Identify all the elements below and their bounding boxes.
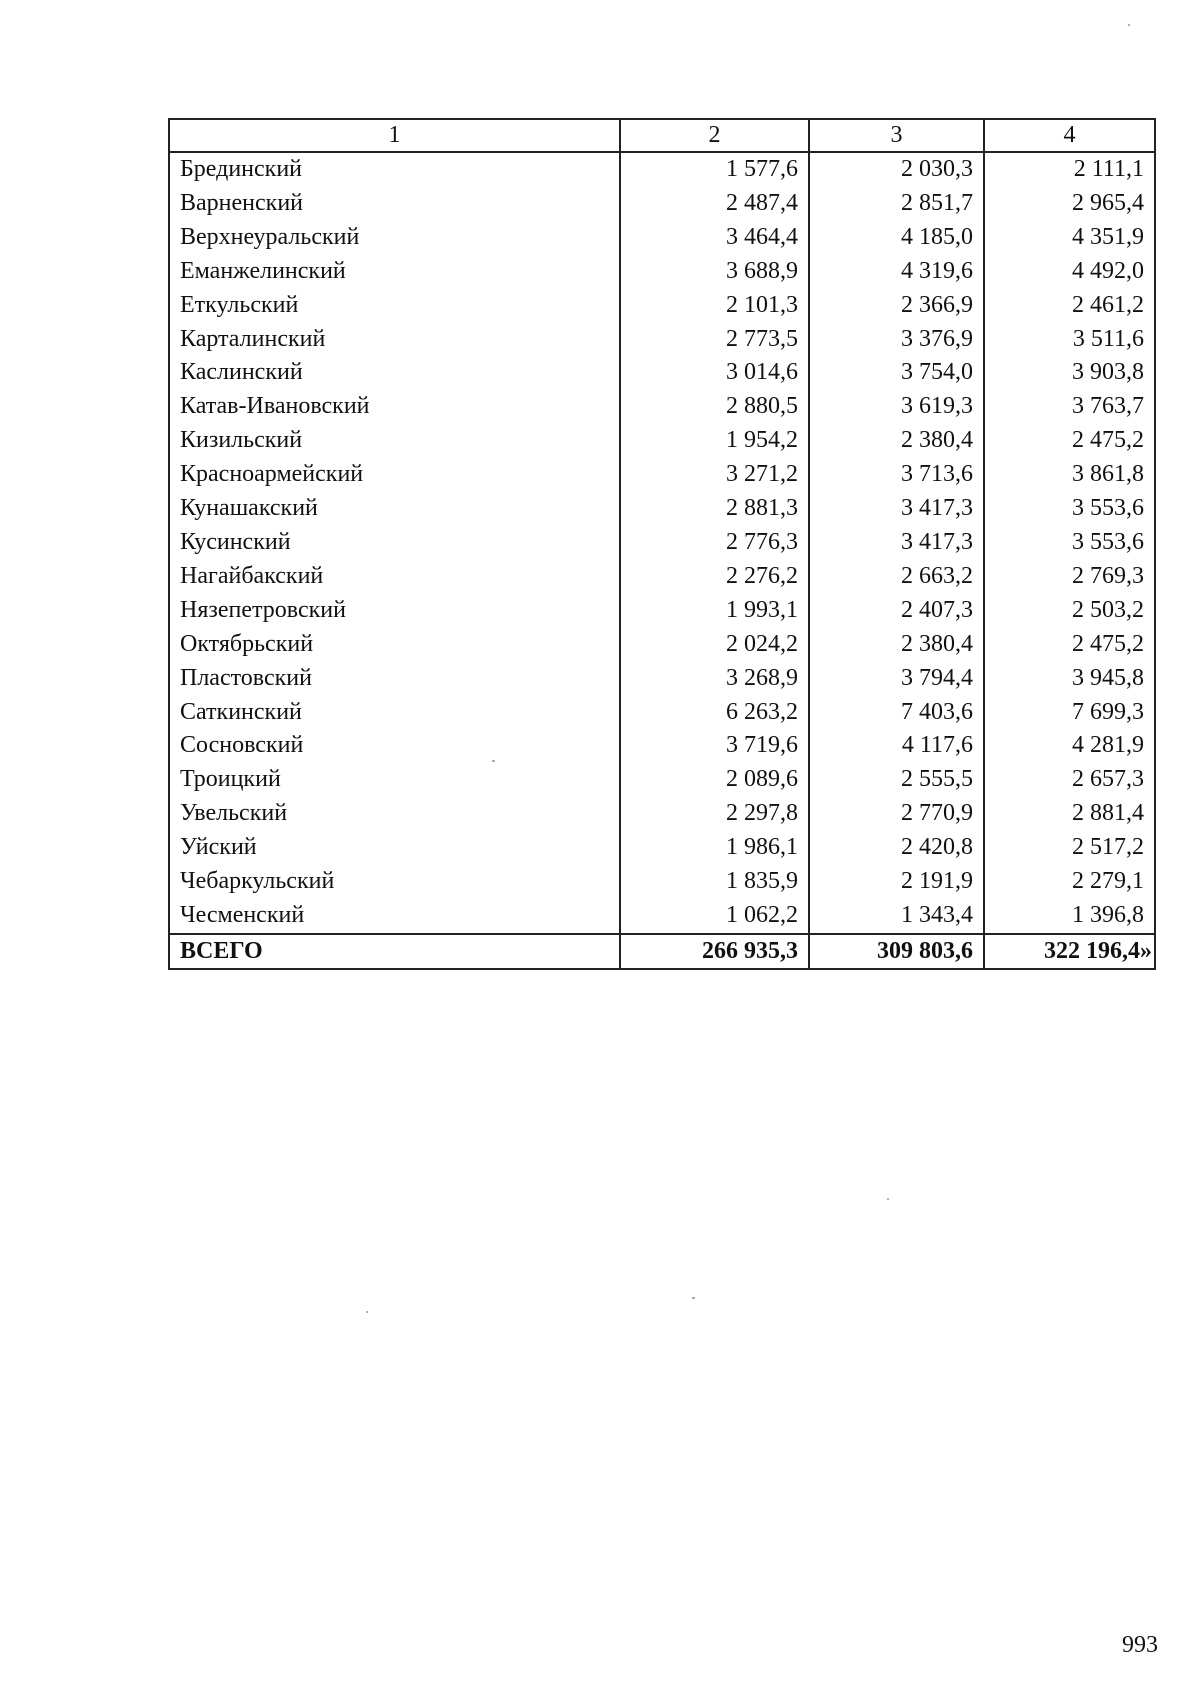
district-name: Увельский (169, 797, 620, 831)
table-row (169, 797, 1155, 831)
value-col-4: 3 553,6 (984, 492, 1155, 526)
table-row (169, 899, 1155, 934)
value-col-2: 3 464,4 (620, 221, 809, 255)
table-row (169, 628, 1155, 662)
value-col-2: 2 276,2 (620, 560, 809, 594)
value-col-2: 2 089,6 (620, 763, 809, 797)
value-col-3: 2 407,3 (809, 594, 984, 628)
total-value-col-3: 309 803,6 (809, 934, 984, 969)
value-col-3: 2 663,2 (809, 560, 984, 594)
value-col-4: 1 396,8 (984, 899, 1155, 934)
value-col-3: 2 380,4 (809, 628, 984, 662)
district-name: Красноармейский (169, 458, 620, 492)
value-col-2: 2 297,8 (620, 797, 809, 831)
value-col-2: 3 014,6 (620, 356, 809, 390)
column-header-4: 4 (984, 119, 1155, 152)
table-body (169, 152, 1155, 934)
header-row (169, 119, 1155, 152)
value-col-2: 2 487,4 (620, 187, 809, 221)
table-header (169, 119, 1155, 152)
value-col-3: 3 417,3 (809, 492, 984, 526)
district-name: Кусинский (169, 526, 620, 560)
district-name: Уйский (169, 831, 620, 865)
district-name: Нязепетровский (169, 594, 620, 628)
district-name: Верхнеуральский (169, 221, 620, 255)
value-col-2: 3 271,2 (620, 458, 809, 492)
column-header-2: 2 (620, 119, 809, 152)
value-col-3: 3 794,4 (809, 662, 984, 696)
district-name: Чебаркульский (169, 865, 620, 899)
district-name: Сосновский (169, 729, 620, 763)
value-col-2: 2 773,5 (620, 323, 809, 357)
value-col-4: 2 517,2 (984, 831, 1155, 865)
data-table (168, 118, 1156, 970)
table-row (169, 662, 1155, 696)
value-col-3: 3 754,0 (809, 356, 984, 390)
value-col-4: 2 769,3 (984, 560, 1155, 594)
table-row (169, 390, 1155, 424)
value-col-3: 3 619,3 (809, 390, 984, 424)
column-header-1: 1 (169, 119, 620, 152)
scan-speck (1128, 24, 1130, 26)
district-name: Карталинский (169, 323, 620, 357)
value-col-4: 3 945,8 (984, 662, 1155, 696)
table-row (169, 424, 1155, 458)
value-col-4: 2 881,4 (984, 797, 1155, 831)
district-name: Варненский (169, 187, 620, 221)
value-col-2: 2 024,2 (620, 628, 809, 662)
value-col-3: 3 713,6 (809, 458, 984, 492)
district-name: Саткинский (169, 696, 620, 730)
value-col-2: 6 263,2 (620, 696, 809, 730)
table-row (169, 763, 1155, 797)
district-name: Еткульский (169, 289, 620, 323)
value-col-2: 2 101,3 (620, 289, 809, 323)
table-row (169, 526, 1155, 560)
column-header-3: 3 (809, 119, 984, 152)
table-row (169, 187, 1155, 221)
value-col-3: 2 366,9 (809, 289, 984, 323)
value-col-3: 2 770,9 (809, 797, 984, 831)
value-col-4: 2 475,2 (984, 628, 1155, 662)
value-col-3: 2 555,5 (809, 763, 984, 797)
value-col-3: 2 030,3 (809, 152, 984, 187)
value-col-2: 2 881,3 (620, 492, 809, 526)
table-row (169, 831, 1155, 865)
table-row (169, 289, 1155, 323)
district-name: Нагайбакский (169, 560, 620, 594)
value-col-3: 2 851,7 (809, 187, 984, 221)
value-col-3: 7 403,6 (809, 696, 984, 730)
value-col-4: 4 351,9 (984, 221, 1155, 255)
value-col-3: 1 343,4 (809, 899, 984, 934)
value-col-2: 3 268,9 (620, 662, 809, 696)
table-row (169, 152, 1155, 187)
table-footer (169, 934, 1155, 969)
table-row (169, 729, 1155, 763)
value-col-4: 3 553,6 (984, 526, 1155, 560)
value-col-2: 3 719,6 (620, 729, 809, 763)
value-col-4: 3 511,6 (984, 323, 1155, 357)
table-row (169, 255, 1155, 289)
value-col-2: 1 062,2 (620, 899, 809, 934)
district-name: Кунашакский (169, 492, 620, 526)
value-col-2: 1 954,2 (620, 424, 809, 458)
value-col-2: 1 993,1 (620, 594, 809, 628)
value-col-3: 3 376,9 (809, 323, 984, 357)
table-row (169, 458, 1155, 492)
table-row (169, 865, 1155, 899)
table-row (169, 492, 1155, 526)
value-col-2: 1 986,1 (620, 831, 809, 865)
table-row (169, 594, 1155, 628)
page-number: 993 (1122, 1632, 1158, 1658)
value-col-2: 2 880,5 (620, 390, 809, 424)
value-col-4: 2 657,3 (984, 763, 1155, 797)
value-col-4: 2 279,1 (984, 865, 1155, 899)
value-col-3: 4 117,6 (809, 729, 984, 763)
value-col-4: 2 475,2 (984, 424, 1155, 458)
value-col-4: 4 281,9 (984, 729, 1155, 763)
value-col-4: 2 503,2 (984, 594, 1155, 628)
value-col-4: 3 861,8 (984, 458, 1155, 492)
scan-speck (692, 1297, 695, 1299)
scan-speck (366, 1311, 368, 1313)
value-col-4: 4 492,0 (984, 255, 1155, 289)
table-row (169, 356, 1155, 390)
value-col-2: 1 835,9 (620, 865, 809, 899)
total-row (169, 934, 1155, 969)
district-name: Еманжелинский (169, 255, 620, 289)
district-name: Брединский (169, 152, 620, 187)
value-col-4: 3 763,7 (984, 390, 1155, 424)
table-row (169, 323, 1155, 357)
district-name: Троицкий (169, 763, 620, 797)
value-col-4: 3 903,8 (984, 356, 1155, 390)
value-col-3: 4 185,0 (809, 221, 984, 255)
table-row (169, 221, 1155, 255)
value-col-2: 2 776,3 (620, 526, 809, 560)
district-name: Катав-Ивановский (169, 390, 620, 424)
value-col-3: 2 420,8 (809, 831, 984, 865)
value-col-3: 2 191,9 (809, 865, 984, 899)
district-name: Каслинский (169, 356, 620, 390)
value-col-4: 2 461,2 (984, 289, 1155, 323)
table-row (169, 696, 1155, 730)
value-col-2: 1 577,6 (620, 152, 809, 187)
value-col-3: 4 319,6 (809, 255, 984, 289)
value-col-3: 2 380,4 (809, 424, 984, 458)
district-name: Кизильский (169, 424, 620, 458)
scan-speck (887, 1198, 889, 1200)
value-col-4: 7 699,3 (984, 696, 1155, 730)
value-col-4: 2 965,4 (984, 187, 1155, 221)
district-name: Октябрьский (169, 628, 620, 662)
district-name: Пластовский (169, 662, 620, 696)
table-row (169, 560, 1155, 594)
value-col-2: 3 688,9 (620, 255, 809, 289)
total-value-col-4: 322 196,4» (984, 934, 1155, 969)
scan-speck (492, 760, 495, 762)
total-label: ВСЕГО (169, 934, 620, 969)
total-value-col-2: 266 935,3 (620, 934, 809, 969)
value-col-3: 3 417,3 (809, 526, 984, 560)
value-col-4: 2 111,1 (984, 152, 1155, 187)
district-name: Чесменский (169, 899, 620, 934)
